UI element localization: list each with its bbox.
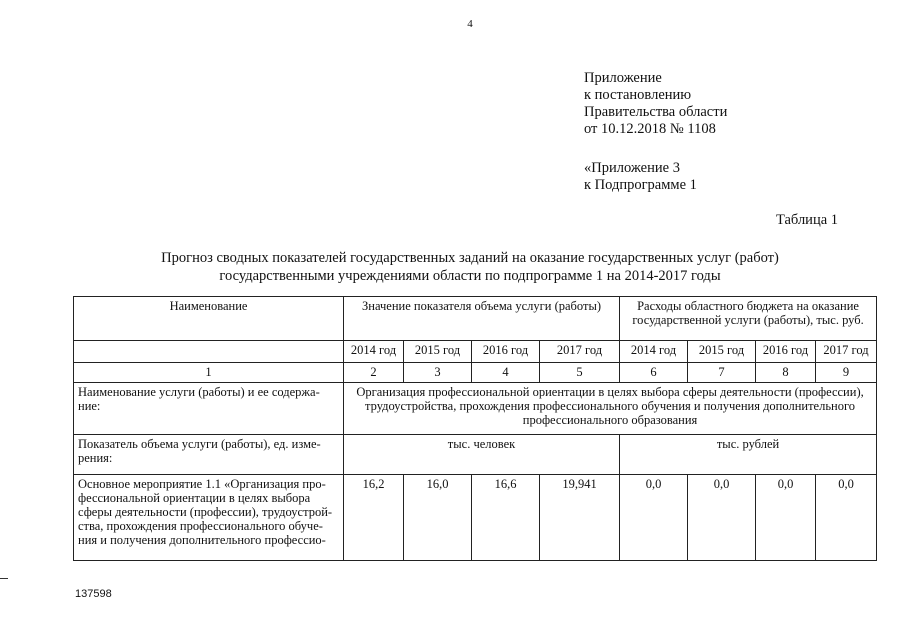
year-cell: 2016 год: [472, 341, 540, 363]
header-volume: Значение показателя объема услуги (работы): [344, 297, 620, 341]
appendix3-block: [584, 160, 697, 194]
table-caption: Таблица 1: [776, 212, 839, 228]
appendix-line: Приложение: [584, 70, 662, 86]
year-cell: 2016 год: [756, 341, 816, 363]
years-row: [74, 341, 877, 363]
column-number: 4: [472, 363, 540, 383]
column-number: 2: [344, 363, 404, 383]
document-code: 137598: [75, 588, 112, 600]
appendix-block: [584, 70, 727, 138]
appendix-line: Правительства области: [584, 104, 728, 120]
column-number: 9: [816, 363, 877, 383]
year-cell: 2014 год: [620, 341, 688, 363]
activity-label: Основное мероприятие 1.1 «Организация про-фессиональной ориентации в целях выбора сферы деятельности (профессии), трудоустрой-ства, прохождения профессионального обуче-ния и получения дополнительного профессио-: [74, 475, 344, 561]
indicator-unit-volume: тыс. человек: [344, 435, 620, 475]
activity-row: [74, 475, 877, 561]
activity-value: 16,2: [344, 475, 404, 561]
service-description: Организация профессиональной ориентации в целях выбора сферы деятельности (профессии), трудоустройства, прохождения профессионального обучения и получения дополнительного профессионального образования: [344, 383, 877, 435]
activity-value: 0,0: [620, 475, 688, 561]
column-number: 1: [74, 363, 344, 383]
column-numbers-row: [74, 363, 877, 383]
service-label: Наименование услуги (работы) и ее содержа-ние:: [74, 383, 344, 435]
appendix3-line: «Приложение 3: [584, 160, 680, 176]
year-cell: 2015 год: [688, 341, 756, 363]
year-cell: 2014 год: [344, 341, 404, 363]
appendix-line: к постановлению: [584, 87, 692, 103]
column-number: 7: [688, 363, 756, 383]
activity-value: 19,941: [540, 475, 620, 561]
activity-value: 16,0: [404, 475, 472, 561]
document-title: [0, 249, 905, 285]
forecast-table: [73, 296, 877, 561]
column-number: 5: [540, 363, 620, 383]
column-number: 8: [756, 363, 816, 383]
header-expenses: Расходы областного бюджета на оказание государственной услуги (работы), тыс. руб.: [620, 297, 877, 341]
year-cell: 2015 год: [404, 341, 472, 363]
activity-value: 0,0: [816, 475, 877, 561]
year-cell: 2017 год: [540, 341, 620, 363]
header-row: [74, 297, 877, 341]
years-row-empty-cell: [74, 341, 344, 363]
title-line: Прогноз сводных показателей государственных заданий на оказание государственных услуг (работ): [161, 250, 779, 266]
title-line: государственными учреждениями области по подпрограмме 1 на 2014-2017 годы: [219, 268, 721, 284]
indicator-row: [74, 435, 877, 475]
appendix-line: от 10.12.2018 № 1108: [584, 121, 716, 137]
column-number: 3: [404, 363, 472, 383]
service-row: [74, 383, 877, 435]
appendix3-line: к Подпрограмме 1: [584, 177, 697, 193]
header-name: Наименование: [74, 297, 344, 341]
indicator-label: Показатель объема услуги (работы), ед. изме-рения:: [74, 435, 344, 475]
column-number: 6: [620, 363, 688, 383]
year-cell: 2017 год: [816, 341, 877, 363]
activity-value: 0,0: [756, 475, 816, 561]
margin-mark: [0, 578, 8, 579]
activity-value: 0,0: [688, 475, 756, 561]
page-number: 4: [467, 18, 473, 30]
indicator-unit-expenses: тыс. рублей: [620, 435, 877, 475]
activity-value: 16,6: [472, 475, 540, 561]
